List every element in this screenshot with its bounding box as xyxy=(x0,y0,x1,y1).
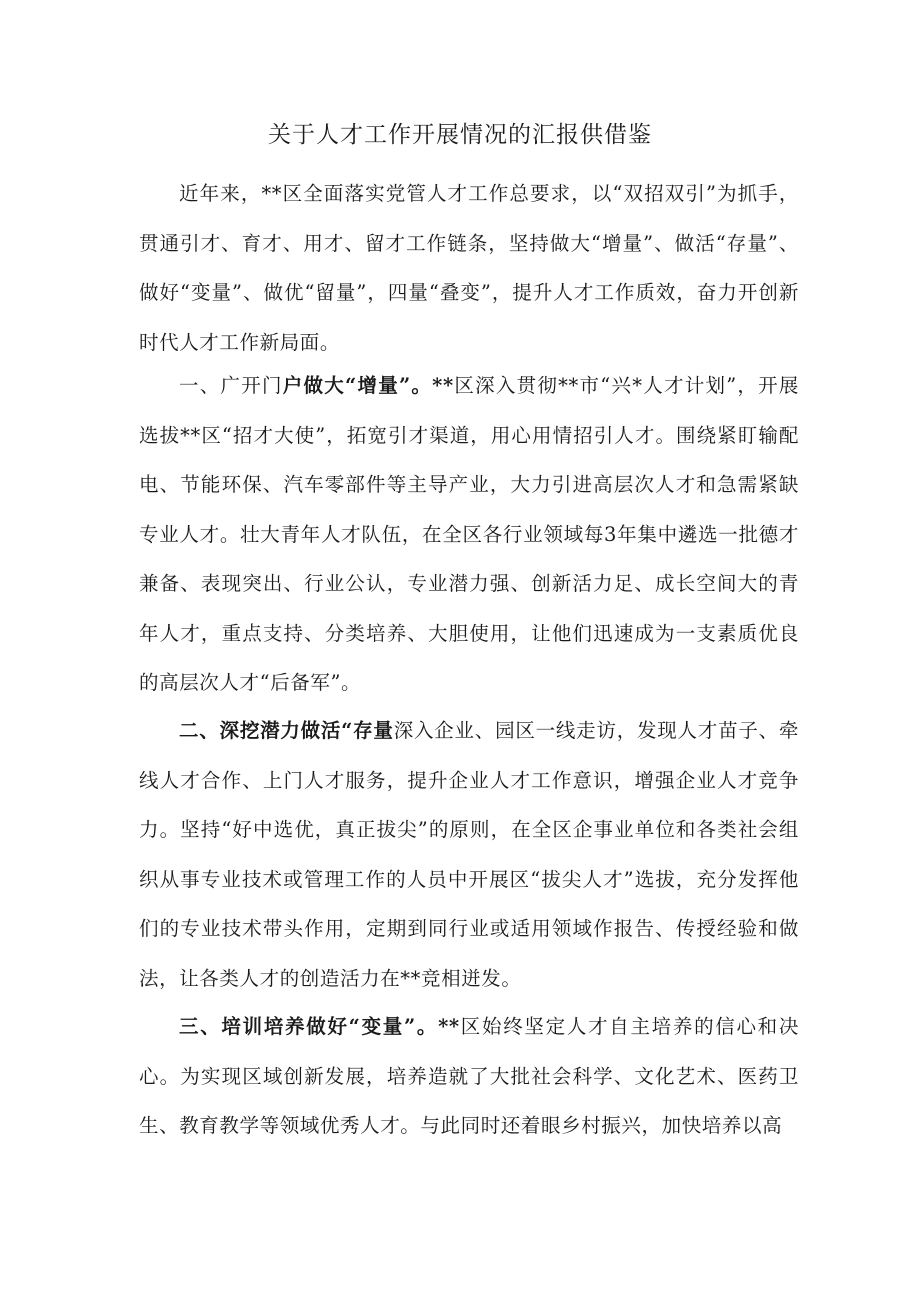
paragraph-section-3 xyxy=(139,1002,799,1151)
paragraph-section-1 xyxy=(139,361,799,708)
section-1-heading-bold: 户做大“增量”。** xyxy=(282,374,454,397)
section-1-heading-plain: 一、广开门 xyxy=(179,374,283,397)
paragraph-intro-text: 近年来，**区全面落实党管人才工作总要求，以“双招双引”为抓手，贯通引才、育才、用才、留才工作链条，坚持做大“增量”、做活“存量”、做好“变量”、做优“留量”，四量“叠变”，提升人才工作质效，奋力开创新时代人才工作新局面。 xyxy=(139,182,799,354)
section-1-text: 区深入贯彻**市“兴*人才计划”，开展选拔**区“招才大使”，拓宽引才渠道，用心用情招引人才。围绕紧盯输配电、节能环保、汽车零部件等主导产业，大力引进高层次人才和急需紧缺专业人才。壮大青年人才队伍，在全区各行业领域每3年集中遴选一批德才兼备、表现突出、行业公认，专业潜力强、创新活力足、成长空间大的青年人才，重点支持、分类培养、大胆使用，让他们迅速成为一支素质优良的高层次人才“后备军”。 xyxy=(139,374,800,694)
document-title: 关于人才工作开展情况的汇报供借鉴 xyxy=(268,122,652,148)
section-3-text: 区始终坚定人才自主培养的信心和决心。为实现区域创新发展，培养造就了大批社会科学、文化艺术、医药卫生、教育教学等领域优秀人才。与此同时还着眼乡村振兴，加快培养以高 xyxy=(139,1015,799,1137)
section-2-text: 深入企业、园区一线走访，发现人才苗子、牵线人才合作、上门人才服务，提升企业人才工作意识，增强企业人才竞争力。坚持“好中选优，真正拔尖”的原则，在全区企事业单位和各类社会组织从事专业技术或管理工作的人员中开展区“拔尖人才”选拔，充分发挥他们的专业技术带头作用，定期到同行业或适用领域作报告、传授经验和做法，让各类人才的创造活力在**竞相迸发。 xyxy=(139,719,799,990)
section-3-heading: 三、培训培养做好“变量”。** xyxy=(179,1015,460,1038)
paragraph-intro xyxy=(139,169,799,367)
paragraph-section-2 xyxy=(139,706,799,1003)
section-2-heading: 二、深挖潜力做活“存量 xyxy=(179,719,394,742)
